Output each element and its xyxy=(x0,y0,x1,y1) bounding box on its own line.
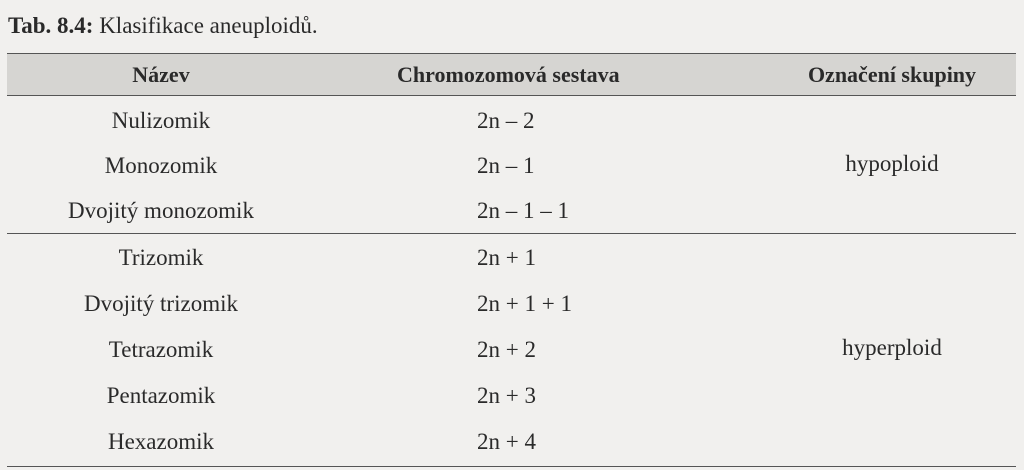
table-row xyxy=(7,98,1016,144)
row-name: Nulizomik xyxy=(111,108,211,133)
row-set: 2n + 2 xyxy=(477,337,536,362)
header-name: Název xyxy=(132,62,190,87)
row-set: 2n – 1 – 1 xyxy=(477,198,569,223)
table-row xyxy=(7,188,1016,234)
group-label: hyperploid xyxy=(842,335,942,360)
row-set: 2n + 1 xyxy=(477,245,536,270)
caption-text: Klasifikace aneuploidů. xyxy=(93,13,318,38)
table-row xyxy=(7,373,1016,419)
row-set: 2n + 1 + 1 xyxy=(477,291,572,316)
table-caption xyxy=(8,12,318,40)
row-name: Dvojitý trizomik xyxy=(84,291,238,316)
aneuploid-table xyxy=(7,53,1016,467)
table-row xyxy=(7,281,1016,327)
row-name: Tetrazomik xyxy=(108,337,214,362)
row-set: 2n – 1 xyxy=(477,153,535,178)
group-hypoploid xyxy=(7,96,1016,234)
row-name: Dvojitý monozomik xyxy=(68,198,254,223)
group-label: hypoploid xyxy=(845,151,939,176)
table-row xyxy=(7,419,1016,465)
row-set: 2n – 2 xyxy=(477,108,535,133)
row-set: 2n + 4 xyxy=(477,429,536,454)
row-name: Trizomik xyxy=(118,245,204,270)
row-name: Hexazomik xyxy=(107,429,214,454)
header-group: Označení skupiny xyxy=(807,62,977,87)
table-header xyxy=(7,53,1016,96)
group-hyperploid xyxy=(7,234,1016,467)
caption-label: Tab. 8.4: xyxy=(8,13,94,38)
table-row xyxy=(7,235,1016,281)
row-name: Monozomik xyxy=(104,153,218,178)
row-name: Pentazomik xyxy=(106,383,216,408)
row-set: 2n + 3 xyxy=(477,383,536,408)
header-set: Chromozomová sestava xyxy=(397,62,620,87)
